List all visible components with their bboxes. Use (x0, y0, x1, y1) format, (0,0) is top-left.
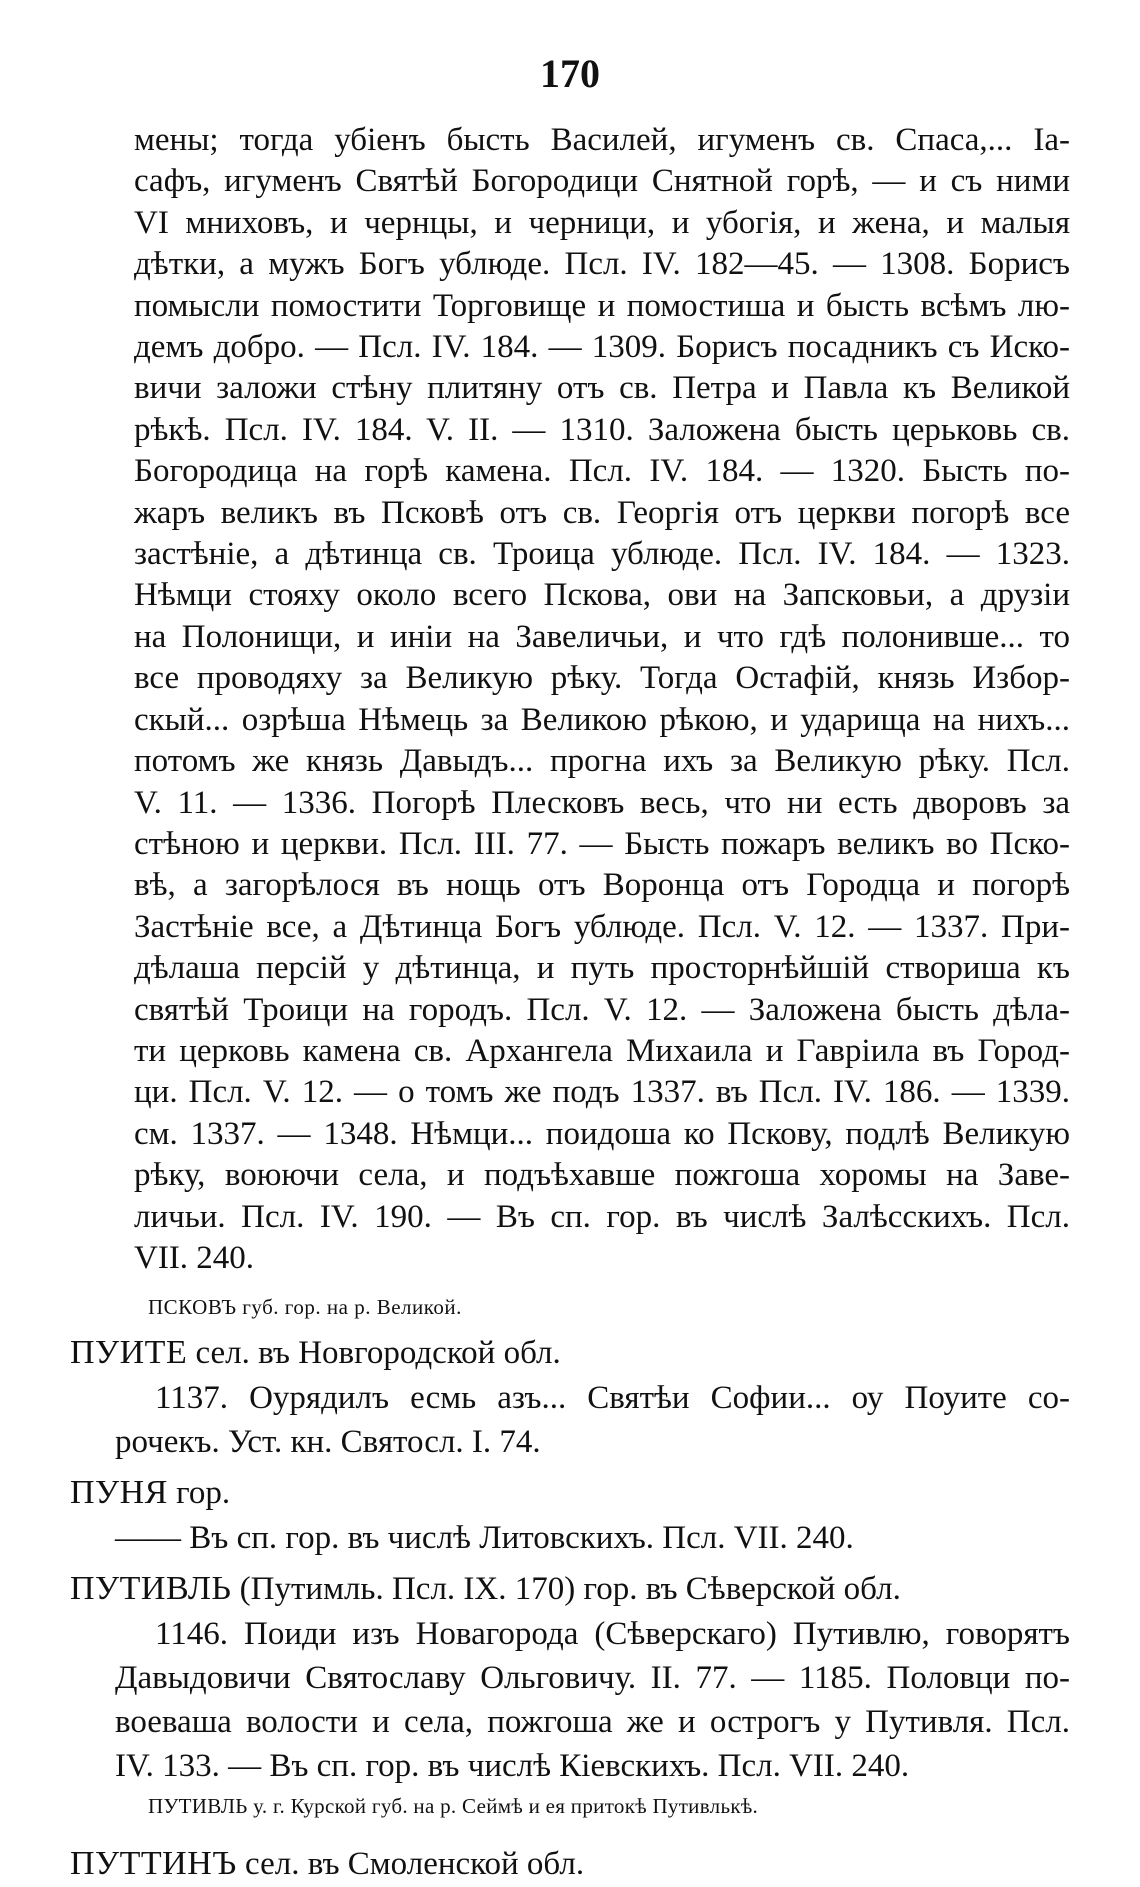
text-line: IV. 133. — Въ сп. гор. въ числѣ Кіевскихъ. Псл. VII. 240. (115, 1748, 910, 1785)
page-number: 170 (540, 51, 600, 96)
entry-puttin (70, 1841, 1070, 1887)
entry-title: ПУИТЕ (70, 1334, 188, 1372)
text-line: рѣку, воюючи села, и подъѣхавше пожгоша хоромы на Заве- (134, 1157, 1070, 1194)
text-line: вичи заложи стѣну плитяну отъ св. Петра и Павла къ Великой (134, 370, 1070, 407)
entry-description: сел. въ Новгородской обл. (195, 1335, 561, 1372)
text-line: на Полонищи, и иніи на Завеличьи, и что гдѣ полонивше... то (134, 618, 1070, 655)
text-line: помысли помостити Торговище и помостиша и бысть всѣмъ лю- (134, 287, 1070, 324)
text-line: —— Въ сп. гор. въ числѣ Литовскихъ. Псл. VII. 240. (115, 1520, 854, 1557)
text-line: сафъ, игуменъ Святѣй Богородици Снятной горѣ, — и съ ними (134, 163, 1070, 200)
text-line: 1137. Оурядилъ есмь азъ... Святѣи Софии... оу Поуите со- (155, 1380, 1070, 1417)
text-line: стѣною и церкви. Псл. III. 77. — Бысть пожаръ великъ во Пско- (134, 825, 1070, 862)
text-line: Застѣніе все, а Дѣтинца Богъ ублюде. Псл. V. 12. — 1337. При- (134, 908, 1070, 945)
text-line: все проводяху за Великую рѣку. Тогда Остафій, князь Избор- (134, 660, 1070, 697)
entry-title: ПУНЯ (70, 1474, 168, 1512)
text-line: VII. 240. (134, 1239, 255, 1276)
entry-heading (70, 1470, 1070, 1516)
text-line: Давыдовичи Святославу Ольговичу. II. 77. — 1185. Половци по- (115, 1660, 1070, 1697)
entry-body (115, 1612, 1070, 1788)
entry-heading (70, 1566, 1070, 1612)
putivl-note: ПУТИВЛЬ у. г. Курской губ. на р. Сеймѣ и ея притокѣ Путивлькѣ. (148, 1794, 759, 1819)
text-line: Нѣмци стояху около всего Пскова, ови на Запсковьи, а друзіи (134, 577, 1070, 614)
text-line: ти церковь камена св. Архангела Михаила и Гавріила въ Город- (134, 1032, 1070, 1069)
entry-body (115, 1516, 1070, 1560)
text-line: святѣй Троици на городъ. Псл. V. 12. — Заложена бысть дѣла- (134, 991, 1070, 1028)
entry-title: ПУТИВЛЬ (70, 1570, 232, 1608)
entry-puite (70, 1330, 1070, 1464)
text-line: вѣ, а загорѣлося въ нощь отъ Воронца отъ Городца и погорѣ (134, 867, 1070, 904)
text-line: 1146. Поиди изъ Новагорода (Сѣверскаго) Путивлю, говорятъ (155, 1616, 1070, 1653)
text-line: V. 11. — 1336. Погорѣ Плесковъ весь, что ни есть дворовъ за (134, 784, 1070, 821)
text-line: демъ добро. — Псл. IV. 184. — 1309. Борисъ посадникъ съ Иско- (134, 329, 1070, 366)
pskov-note: ПСКОВЪ губ. гор. на р. Великой. (148, 1295, 462, 1320)
text-line: ци. Псл. V. 12. — о томъ же подъ 1337. въ Псл. IV. 186. — 1339. (134, 1074, 1070, 1111)
entry-heading (70, 1330, 1070, 1376)
entry-title: ПУТТИНЪ (70, 1845, 237, 1883)
text-line: потомъ же князь Давыдъ... прогна ихъ за Великую рѣку. Псл. (134, 743, 1070, 780)
entry-putivl (70, 1566, 1070, 1819)
text-line: дѣлаша персій у дѣтинца, и путь просторнѣйшій створиша къ (134, 950, 1070, 987)
text-line: рочекъ. Уст. кн. Святосл. I. 74. (115, 1424, 541, 1461)
entry-description: сел. въ Смоленской обл. (245, 1846, 585, 1883)
entry-punya (70, 1470, 1070, 1560)
entry-description: (Путимль. Псл. IX. 170) гор. въ Сѣверской обл. (239, 1571, 901, 1608)
text-line: скый... озрѣша Нѣмець за Великою рѣкою, и ударища на нихъ... (134, 701, 1070, 738)
text-line: застѣніе, а дѣтинца св. Троица ублюде. Псл. IV. 184. — 1323. (134, 536, 1070, 573)
text-line: рѣкѣ. Псл. IV. 184. V. II. — 1310. Заложена бысть церьковь св. (134, 411, 1070, 448)
entry-description: гор. (176, 1475, 231, 1512)
text-line: мены; тогда убіенъ бысть Василей, игуменъ св. Спаса,... Іа- (134, 122, 1070, 158)
continuation-text (134, 120, 1070, 1279)
text-line: см. 1337. — 1348. Нѣмци... поидоша ко Пскову, подлѣ Великую (134, 1115, 1070, 1152)
text-line: жаръ великъ въ Псковѣ отъ св. Георгія отъ церкви погорѣ все (134, 494, 1070, 531)
text-line: Богородица на горѣ камена. Псл. IV. 184. — 1320. Бысть по- (134, 453, 1070, 490)
entry-body (115, 1376, 1070, 1464)
text-line: VI мниховъ, и чернцы, и черници, и убогія, и жена, и малыя (134, 204, 1070, 241)
text-line: личьи. Псл. IV. 190. — Въ сп. гор. въ числѣ Залѣсскихъ. Псл. (134, 1198, 1070, 1235)
text-line: воеваша волости и села, пожгоша же и острогъ у Путивля. Псл. (115, 1704, 1070, 1741)
entry-heading (70, 1841, 1070, 1887)
text-line: дѣтки, а мужъ Богъ ублюде. Псл. IV. 182—45. — 1308. Борисъ (134, 246, 1070, 283)
page-body (70, 120, 1070, 1887)
